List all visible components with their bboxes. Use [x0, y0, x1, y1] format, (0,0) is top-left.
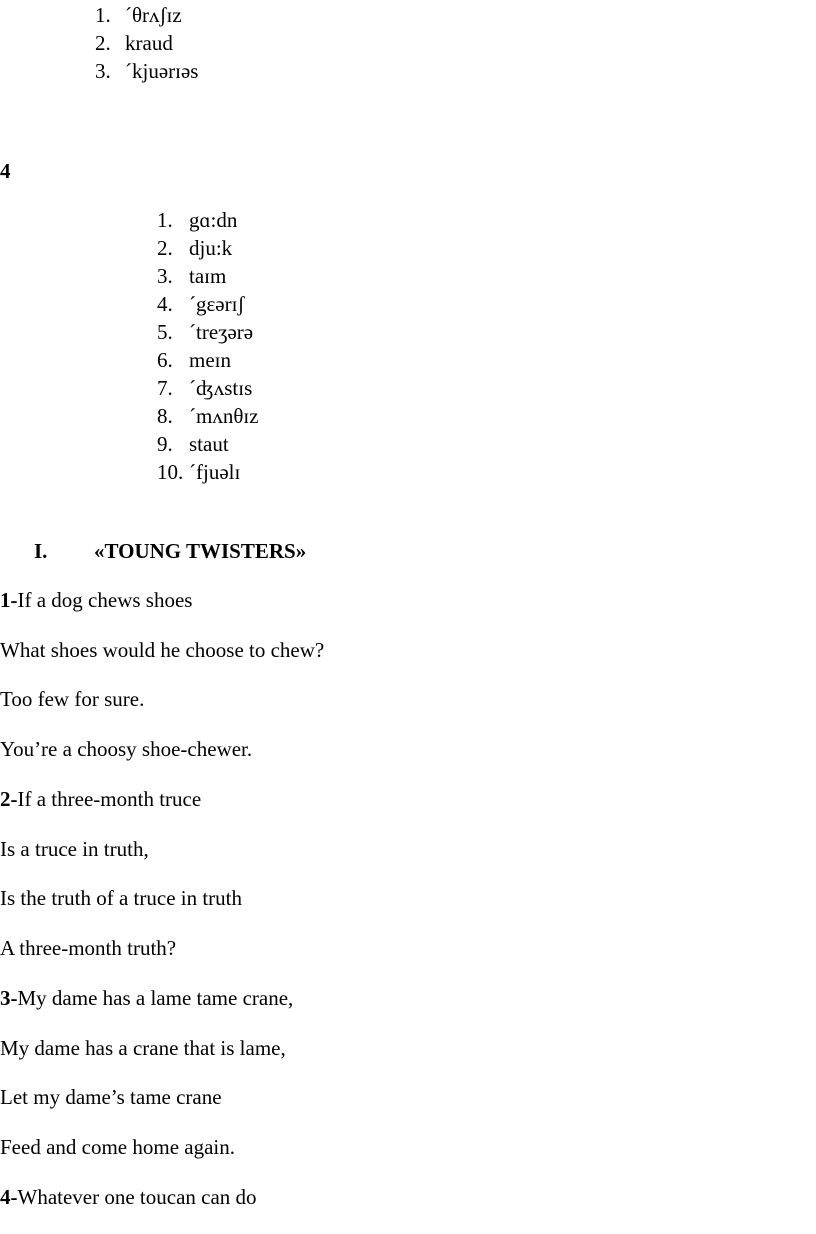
section-heading: «TOUNG TWISTERS»: [94, 539, 307, 563]
twister-text: If a dog chews shoes: [17, 588, 193, 612]
text-line: [0, 590, 192, 611]
list-item: [157, 210, 237, 231]
text-line: [0, 1187, 257, 1208]
list-item-number: 7.: [157, 376, 173, 400]
list-item-number: 3.: [95, 59, 111, 83]
list-item-number: 10.: [157, 460, 184, 484]
text-line: [0, 789, 201, 810]
text-line: [0, 839, 149, 860]
list-item-number: 6.: [157, 348, 173, 372]
twister-text: My dame has a crane that is lame,: [0, 1036, 286, 1060]
text-line: [0, 1038, 286, 1059]
list-item-number: 2.: [157, 236, 173, 260]
list-item-number: 2.: [95, 31, 111, 55]
list-item-number: 9.: [157, 432, 173, 456]
list-item-number: 8.: [157, 404, 173, 428]
section-number-heading: 4: [0, 159, 11, 183]
phonetic-word: meɪn: [189, 348, 231, 372]
phonetic-word: ´kjuərɪəs: [125, 59, 199, 83]
twister-text: You’re a choosy shoe-chewer.: [0, 737, 253, 761]
list-item: [95, 5, 182, 26]
twister-text: What shoes would he choose to chew?: [0, 638, 325, 662]
phonetic-word: ´fjuəlɪ: [189, 460, 241, 484]
twister-text: Is the truth of a truce in truth: [0, 886, 243, 910]
phonetic-word: dju:k: [189, 236, 233, 260]
text-line: [0, 988, 293, 1009]
text-line: [0, 739, 252, 760]
twister-text: If a three-month truce: [17, 787, 202, 811]
list-item: [157, 238, 232, 259]
twister-number: 1-: [0, 588, 18, 612]
phonetic-word: staut: [189, 432, 229, 456]
list-item-number: 1.: [157, 208, 173, 232]
phonetic-word: ´gεərɪʃ: [189, 292, 245, 316]
text-line: [0, 689, 144, 710]
phonetic-word: ´ʤʌstɪs: [189, 376, 253, 400]
twister-number: 3-: [0, 986, 18, 1010]
twister-text: My dame has a lame tame crane,: [17, 986, 294, 1010]
list-item: [157, 406, 259, 427]
list-item: [157, 322, 253, 343]
phonetic-word: gɑ:dn: [189, 208, 238, 232]
list-item: [95, 61, 198, 82]
phonetic-word: ´mʌnθɪz: [189, 404, 259, 428]
twister-text: Feed and come home again.: [0, 1135, 235, 1159]
twister-text: Is a truce in truth,: [0, 837, 149, 861]
list-item-number: 5.: [157, 320, 173, 344]
twister-text: Let my dame’s tame crane: [0, 1085, 222, 1109]
list-item-number: 1.: [95, 3, 111, 27]
list-item: [157, 378, 252, 399]
phonetic-word: taɪm: [189, 264, 227, 288]
text-line: [0, 1087, 222, 1108]
section-roman-numeral: I.: [34, 539, 48, 563]
phonetic-word: ´θrʌʃɪz: [125, 3, 182, 27]
list-item: [95, 33, 173, 54]
text-line: [0, 888, 242, 909]
list-item-number: 4.: [157, 292, 173, 316]
twister-number: 2-: [0, 787, 18, 811]
twister-number: 4-: [0, 1185, 18, 1209]
text-line: [0, 938, 176, 959]
list-item: [157, 350, 231, 371]
list-item: [157, 462, 240, 483]
phonetic-word: ´treʒərə: [189, 320, 254, 344]
list-item: [157, 434, 229, 455]
text-line: [0, 640, 324, 661]
phonetic-word: kraud: [125, 31, 173, 55]
list-item: [157, 266, 226, 287]
twister-text: A three-month truth?: [0, 936, 177, 960]
list-item-number: 3.: [157, 264, 173, 288]
twister-text: Whatever one toucan can do: [17, 1185, 257, 1209]
text-line: [0, 1137, 235, 1158]
list-item: [157, 294, 244, 315]
twister-text: Too few for sure.: [0, 687, 145, 711]
